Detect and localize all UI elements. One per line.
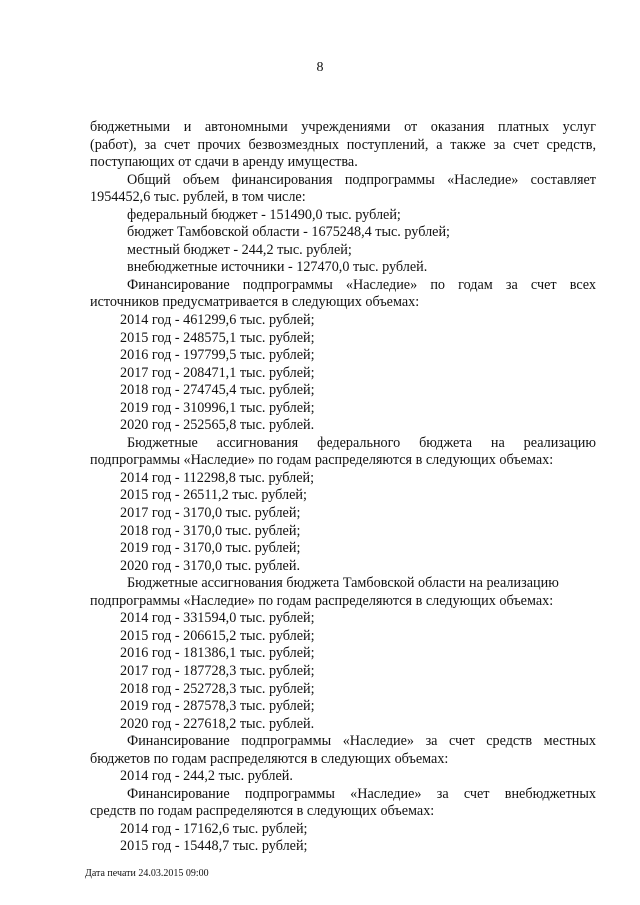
text-line: Бюджетные ассигнования федерального бюджета на реализацию xyxy=(127,434,596,451)
text-line: 2020 год - 252565,8 тыс. рублей. xyxy=(120,417,315,434)
text-line: 2017 год - 208471,1 тыс. рублей; xyxy=(120,364,315,381)
text-line: 2014 год - 112298,8 тыс. рублей; xyxy=(120,469,315,486)
print-date-footer: Дата печати 24.03.2015 09:00 xyxy=(85,868,209,879)
text-line: Финансирование подпрограммы «Наследие» за счет внебюджетных xyxy=(127,785,596,802)
text-line: Бюджетные ассигнования бюджета Тамбовской области на реализацию xyxy=(127,575,559,592)
text-line: Общий объем финансирования подпрограммы «Наследие» составляет xyxy=(127,171,596,188)
text-line: подпрограммы «Наследие» по годам распределяются в следующих объемах: xyxy=(90,452,554,469)
text-line: 2017 год - 3170,0 тыс. рублей; xyxy=(120,505,301,522)
text-line: 2014 год - 331594,0 тыс. рублей; xyxy=(120,610,315,627)
text-line: 2015 год - 15448,7 тыс. рублей; xyxy=(120,838,308,855)
text-line: средств по годам распределяются в следующих объемах: xyxy=(90,803,435,820)
text-line: 2019 год - 287578,3 тыс. рублей; xyxy=(120,698,315,715)
text-line: 2019 год - 3170,0 тыс. рублей; xyxy=(120,540,301,557)
text-line: 2016 год - 197799,5 тыс. рублей; xyxy=(120,347,315,364)
text-line: 2017 год - 187728,3 тыс. рублей; xyxy=(120,662,315,679)
text-line: 2019 год - 310996,1 тыс. рублей; xyxy=(120,399,315,416)
text-line: (работ), за счет прочих безвозмездных поступлений, а также за счет средств, xyxy=(90,136,596,153)
document-body xyxy=(90,119,596,856)
text-line: 2015 год - 206615,2 тыс. рублей; xyxy=(120,627,315,644)
text-line: бюджетов по годам распределяются в следующих объемах: xyxy=(90,750,449,767)
text-line: поступающих от сдачи в аренду имущества. xyxy=(90,154,358,171)
page-number: 8 xyxy=(316,60,324,75)
text-line: подпрограммы «Наследие» по годам распределяются в следующих объемах: xyxy=(90,592,554,609)
text-line: 2018 год - 3170,0 тыс. рублей; xyxy=(120,522,301,539)
text-line: 2014 год - 461299,6 тыс. рублей; xyxy=(120,312,315,329)
text-line: 2015 год - 248575,1 тыс. рублей; xyxy=(120,329,315,346)
text-line: 2020 год - 3170,0 тыс. рублей. xyxy=(120,557,300,574)
text-line: 2014 год - 17162,6 тыс. рублей; xyxy=(120,820,308,837)
text-line: 2018 год - 274745,4 тыс. рублей; xyxy=(120,382,315,399)
text-line: бюджет Тамбовской области - 1675248,4 тыс. рублей; xyxy=(127,224,450,241)
text-line: источников предусматривается в следующих объемах: xyxy=(90,294,420,311)
text-line: бюджетными и автономными учреждениями от оказания платных услуг xyxy=(90,119,596,135)
text-line: 2018 год - 252728,3 тыс. рублей; xyxy=(120,680,315,697)
text-line: 2020 год - 227618,2 тыс. рублей. xyxy=(120,715,315,732)
text-line: местный бюджет - 244,2 тыс. рублей; xyxy=(127,241,352,258)
text-line: 1954452,6 тыс. рублей, в том числе: xyxy=(90,189,306,206)
text-line: Финансирование подпрограммы «Наследие» за счет средств местных xyxy=(127,733,596,750)
text-line: Финансирование подпрограммы «Наследие» по годам за счет всех xyxy=(127,276,596,293)
text-line: внебюджетные источники - 127470,0 тыс. рублей. xyxy=(127,259,428,276)
text-line: 2014 год - 244,2 тыс. рублей. xyxy=(120,768,293,785)
text-line: 2016 год - 181386,1 тыс. рублей; xyxy=(120,645,315,662)
text-line: федеральный бюджет - 151490,0 тыс. рублей; xyxy=(127,206,401,223)
text-line: 2015 год - 26511,2 тыс. рублей; xyxy=(120,487,307,504)
